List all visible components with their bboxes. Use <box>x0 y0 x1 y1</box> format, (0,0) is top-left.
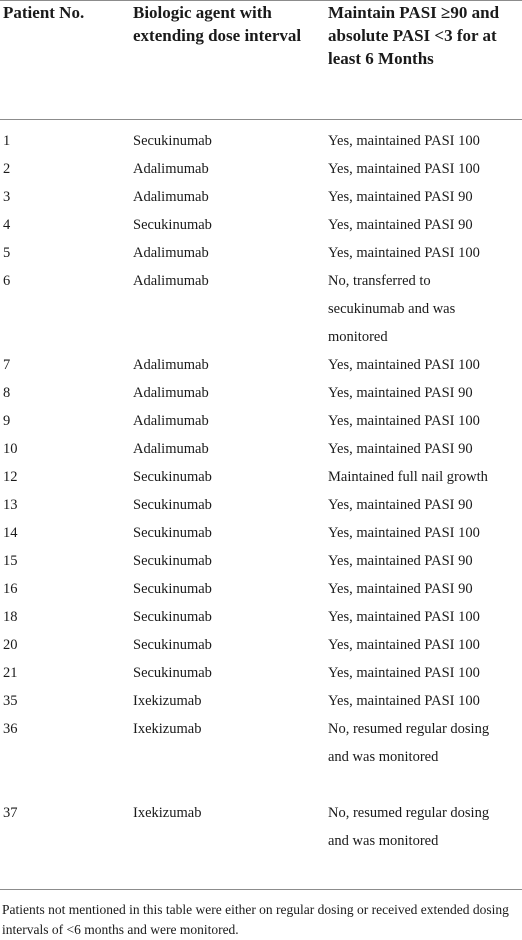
cell-patient-no: 7 <box>3 357 11 373</box>
table-row <box>0 463 522 491</box>
cell-outcome: Maintained full nail growth <box>328 469 488 485</box>
cell-biologic-agent: Secukinumab <box>133 133 212 149</box>
cell-outcome: Yes, maintained PASI 100 <box>328 637 480 653</box>
cell-biologic-agent: Adalimumab <box>133 161 209 177</box>
table-row <box>0 267 522 351</box>
table-row <box>0 715 522 799</box>
table-row <box>0 575 522 603</box>
table-row <box>0 435 522 463</box>
cell-patient-no: 1 <box>3 133 11 149</box>
cell-outcome: No, resumed regular dosing and was monitored <box>328 721 490 765</box>
cell-patient-no: 12 <box>3 469 18 485</box>
cell-patient-no: 4 <box>3 217 11 233</box>
cell-outcome: Yes, maintained PASI 100 <box>328 357 480 373</box>
cell-biologic-agent: Secukinumab <box>133 469 212 485</box>
cell-patient-no: 20 <box>3 637 18 653</box>
cell-outcome: No, transferred to secukinumab and was monitored <box>328 273 456 345</box>
cell-patient-no: 8 <box>3 385 11 401</box>
table-row <box>0 239 522 267</box>
table-row <box>0 155 522 183</box>
cell-outcome: Yes, maintained PASI 100 <box>328 133 480 149</box>
cell-biologic-agent: Adalimumab <box>133 413 209 429</box>
cell-biologic-agent: Ixekizumab <box>133 721 202 737</box>
cell-biologic-agent: Secukinumab <box>133 525 212 541</box>
table-footnote: Patients not mentioned in this table were either on regular dosing or received extended dosing intervals of <6 months and were monitored. <box>2 902 509 937</box>
cell-biologic-agent: Secukinumab <box>133 553 212 569</box>
cell-biologic-agent: Secukinumab <box>133 665 212 681</box>
cell-biologic-agent: Ixekizumab <box>133 693 202 709</box>
table-row <box>0 631 522 659</box>
table-body <box>0 120 522 883</box>
cell-outcome: Yes, maintained PASI 100 <box>328 161 480 177</box>
table-row <box>0 687 522 715</box>
cell-outcome: Yes, maintained PASI 100 <box>328 609 480 625</box>
cell-patient-no: 36 <box>3 721 18 737</box>
cell-patient-no: 35 <box>3 693 18 709</box>
cell-biologic-agent: Ixekizumab <box>133 805 202 821</box>
table-row <box>0 351 522 379</box>
cell-patient-no: 13 <box>3 497 18 513</box>
cell-biologic-agent: Secukinumab <box>133 637 212 653</box>
table-row <box>0 659 522 687</box>
table-row <box>0 519 522 547</box>
cell-biologic-agent: Adalimumab <box>133 273 209 289</box>
cell-patient-no: 18 <box>3 609 18 625</box>
cell-biologic-agent: Secukinumab <box>133 609 212 625</box>
cell-outcome: Yes, maintained PASI 90 <box>328 581 473 597</box>
table-row <box>0 183 522 211</box>
cell-biologic-agent: Adalimumab <box>133 441 209 457</box>
table-row <box>0 547 522 575</box>
header-maintain-pasi: Maintain PASI ≥90 and absolute PASI <3 for at least 6 Months <box>328 3 500 68</box>
cell-patient-no: 14 <box>3 525 18 541</box>
cell-outcome: Yes, maintained PASI 90 <box>328 217 473 233</box>
cell-biologic-agent: Adalimumab <box>133 189 209 205</box>
cell-biologic-agent: Secukinumab <box>133 217 212 233</box>
cell-biologic-agent: Adalimumab <box>133 245 209 261</box>
header-patient-no: Patient No. <box>3 3 85 22</box>
cell-outcome: Yes, maintained PASI 90 <box>328 385 473 401</box>
table-row <box>0 127 522 155</box>
cell-patient-no: 2 <box>3 161 11 177</box>
cell-outcome: Yes, maintained PASI 100 <box>328 245 480 261</box>
table-row <box>0 491 522 519</box>
cell-outcome: Yes, maintained PASI 100 <box>328 413 480 429</box>
cell-patient-no: 3 <box>3 189 11 205</box>
cell-patient-no: 37 <box>3 805 18 821</box>
cell-outcome: Yes, maintained PASI 100 <box>328 525 480 541</box>
table-header <box>0 1 522 119</box>
cell-biologic-agent: Secukinumab <box>133 581 212 597</box>
cell-outcome: Yes, maintained PASI 90 <box>328 497 473 513</box>
table-row <box>0 799 522 883</box>
cell-biologic-agent: Secukinumab <box>133 497 212 513</box>
cell-biologic-agent: Adalimumab <box>133 385 209 401</box>
cell-patient-no: 16 <box>3 581 18 597</box>
header-biologic-agent: Biologic agent with extending dose interval <box>133 3 302 45</box>
table-row <box>0 407 522 435</box>
cell-patient-no: 15 <box>3 553 18 569</box>
cell-outcome: No, resumed regular dosing and was monitored <box>328 805 490 849</box>
cell-outcome: Yes, maintained PASI 100 <box>328 665 480 681</box>
table-row <box>0 211 522 239</box>
cell-biologic-agent: Adalimumab <box>133 357 209 373</box>
cell-patient-no: 10 <box>3 441 18 457</box>
table-row <box>0 603 522 631</box>
cell-outcome: Yes, maintained PASI 90 <box>328 189 473 205</box>
cell-outcome: Yes, maintained PASI 90 <box>328 553 473 569</box>
cell-patient-no: 6 <box>3 273 11 289</box>
cell-patient-no: 5 <box>3 245 11 261</box>
cell-outcome: Yes, maintained PASI 90 <box>328 441 473 457</box>
cell-outcome: Yes, maintained PASI 100 <box>328 693 480 709</box>
cell-patient-no: 21 <box>3 665 18 681</box>
cell-patient-no: 9 <box>3 413 11 429</box>
table-row <box>0 379 522 407</box>
